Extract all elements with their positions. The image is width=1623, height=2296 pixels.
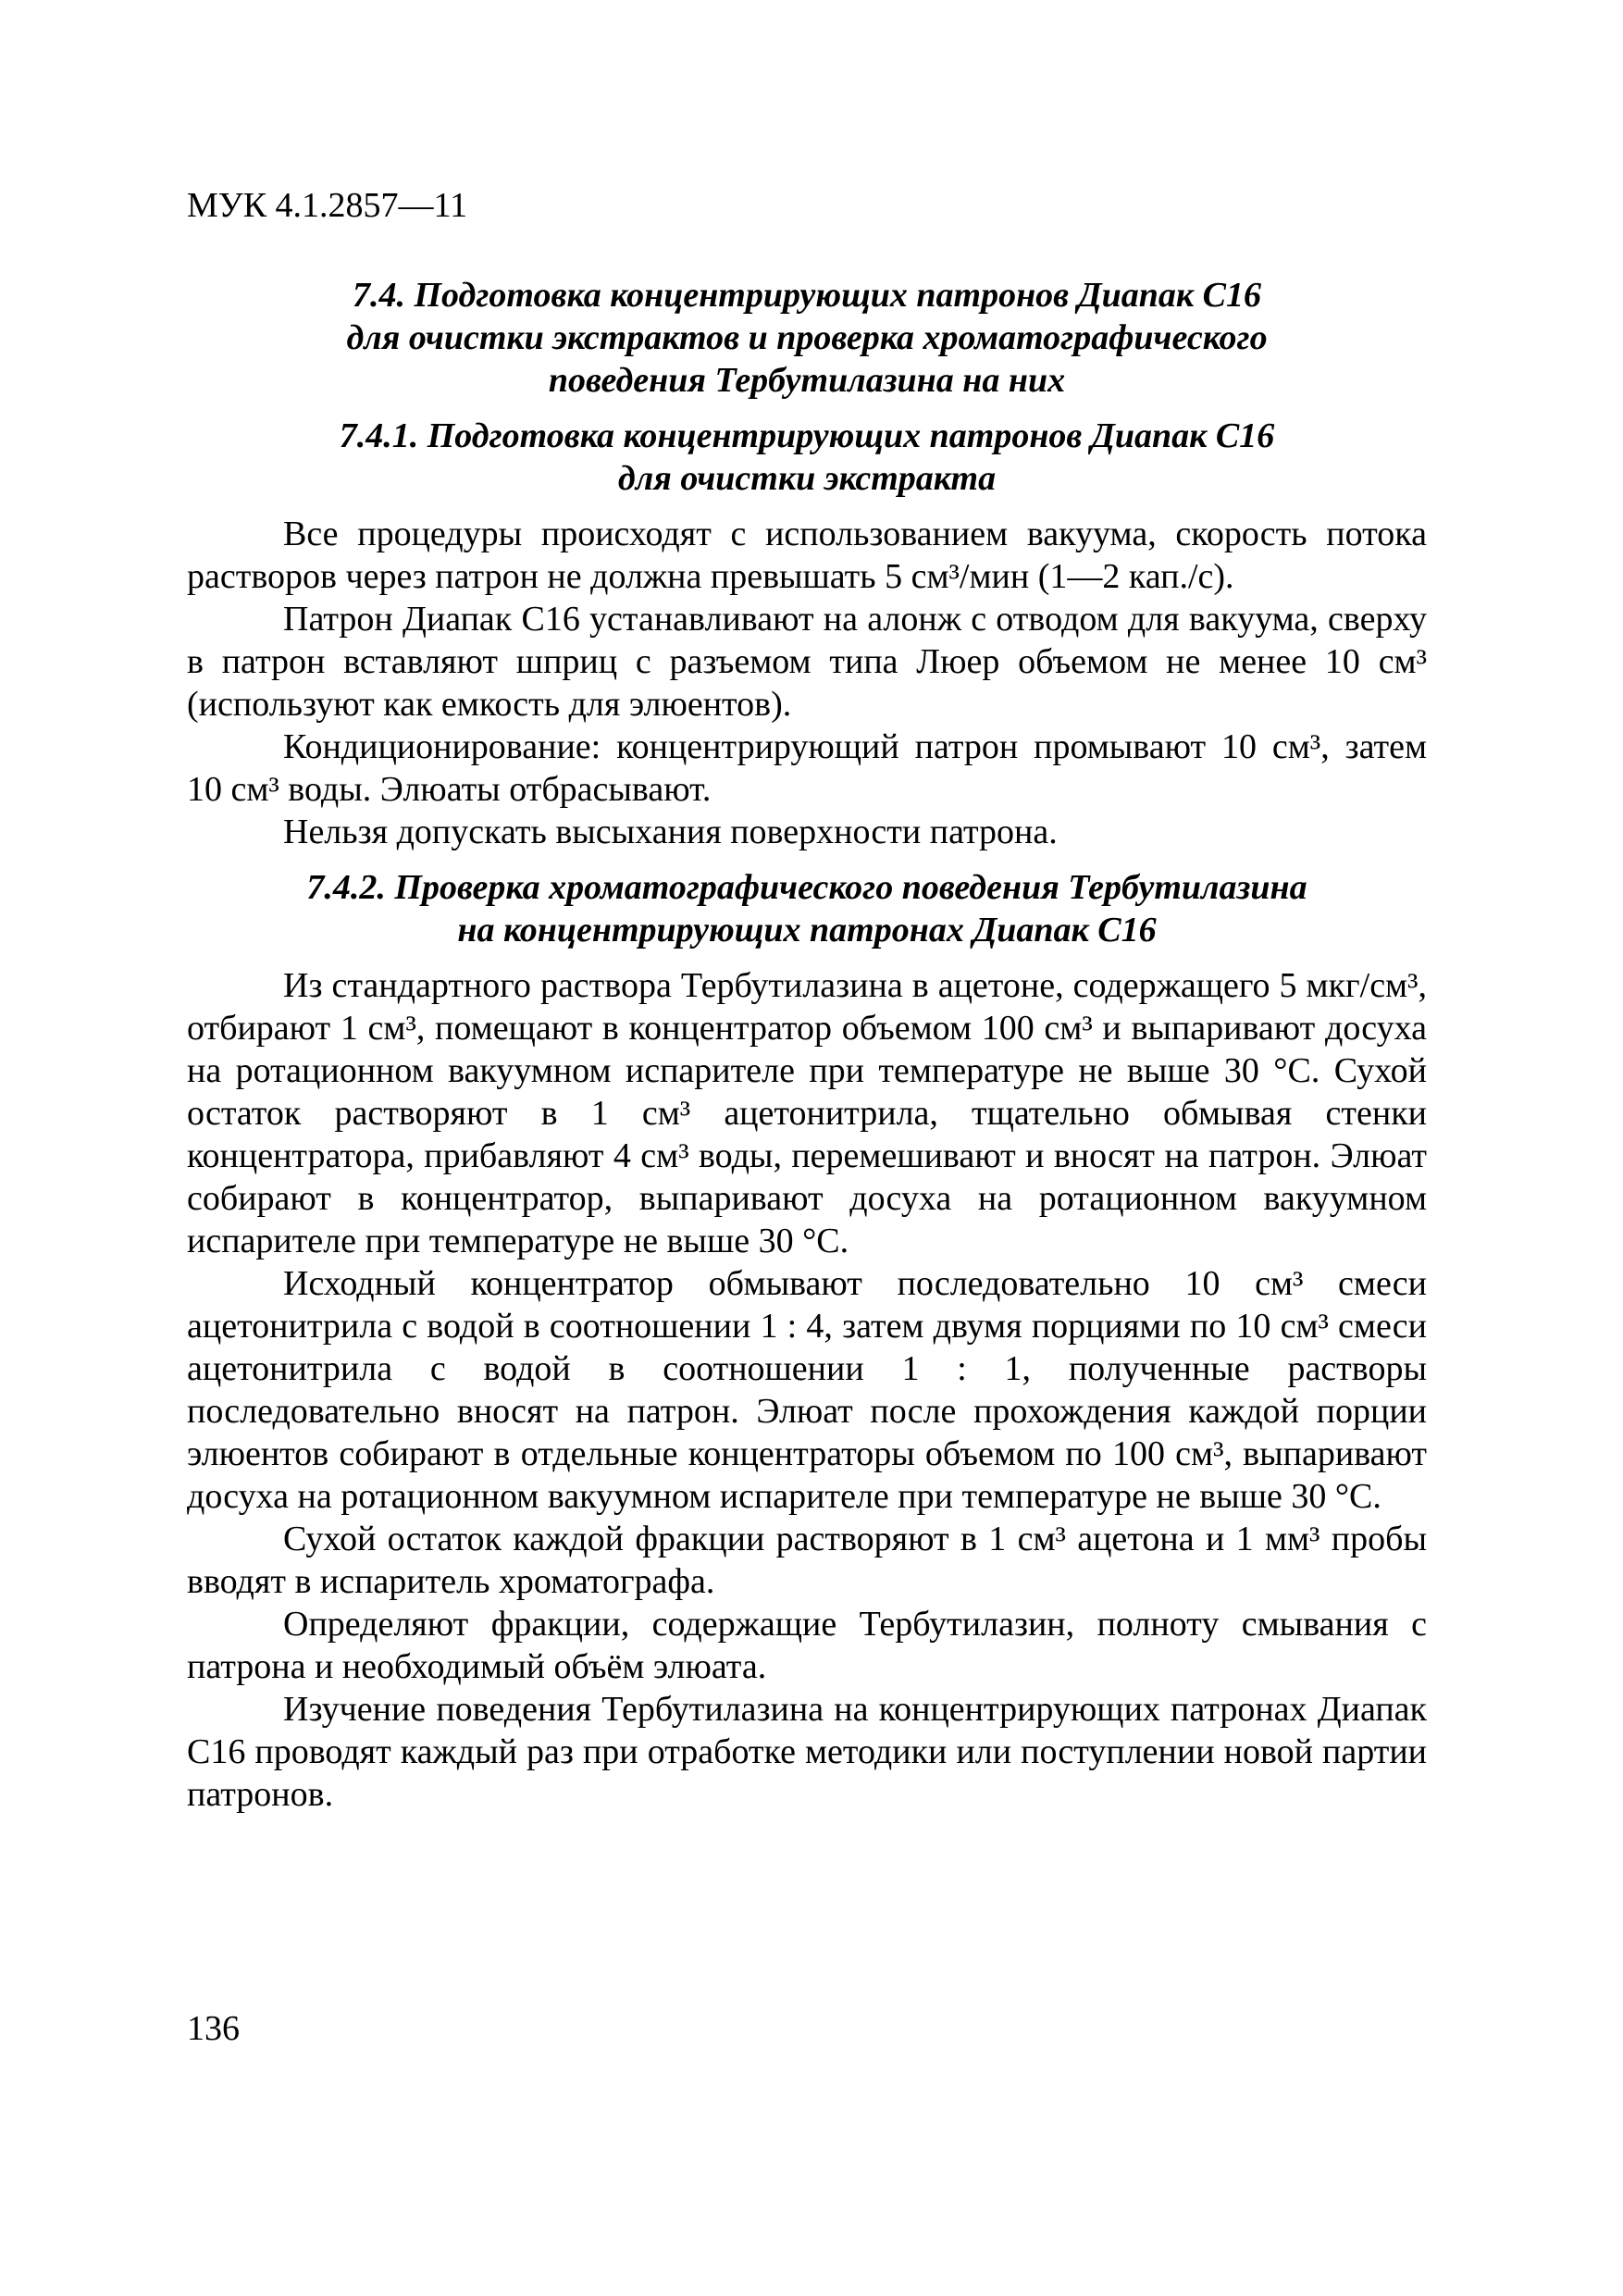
subsection-1-title [187, 415, 1427, 500]
paragraph: Определяют фракции, содержащие Тербутилазин, полноту смывания с патрона и необходимый объём элюата. [187, 1605, 1427, 1686]
page-content [187, 274, 1427, 1816]
paragraph: Сухой остаток каждой фракции растворяют в 1 см³ ацетона и 1 мм³ пробы вводят в испаритель хроматографа. [187, 1520, 1427, 1601]
paragraph: Кондиционирование: концентрирующий патрон промывают 10 см³, затем 10 см³ воды. Элюаты отбрасывают. [187, 727, 1427, 809]
paragraph: Все процедуры происходят с использованием вакуума, скорость потока растворов через патрон не должна превышать 5 см³/мин (1—2 кап./с). [187, 515, 1427, 596]
document-code: МУК 4.1.2857—11 [187, 186, 468, 225]
section-title-line: для очистки экстрактов и проверка хроматографического [346, 318, 1268, 357]
paragraph: Патрон Диапак С16 устанавливают на алонж с отводом для вакуума, сверху в патрон вставляют шприц с разъемом типа Люер объемом не менее 10 см³ (используют как емкость для элюентов). [187, 600, 1427, 724]
page-number: 136 [187, 2009, 240, 2048]
subsection-title-line: для очистки экстракта [617, 459, 997, 498]
subsection-title-line: 7.4.1. Подготовка концентрирующих патронов Диапак С16 [339, 416, 1275, 455]
paragraph: Из стандартного раствора Тербутилазина в ацетоне, содержащего 5 мкг/см³, отбирают 1 см³, помещают в концентратор объемом 100 см³ и выпаривают досуха на ротационном вакуумном испарителе при температуре не выше 30 °С. Сухой остаток растворяют в 1 см³ ацетонитрила, тщательно обмывая стенки концентратора, прибавляют 4 см³ воды, перемешивают и вносят на патрон. Элюат собирают в концентратор, выпаривают досуха на ротационном вакуумном испарителе при температуре не выше 30 °С. [187, 966, 1427, 1260]
subsection-title-line: на концентрирующих патронах Диапак С16 [457, 911, 1157, 949]
paragraph: Нельзя допускать высыхания поверхности патрона. [283, 813, 1058, 851]
paragraph: Изучение поведения Тербутилазина на концентрирующих патронах Диапак С16 проводят каждый раз при отработке методики или поступлении новой партии патронов. [187, 1690, 1427, 1814]
section-title [187, 274, 1427, 402]
subsection-title-line: 7.4.2. Проверка хроматографического поведения Тербутилазина [306, 868, 1307, 907]
subsection-2-title [187, 866, 1427, 951]
section-title-line: 7.4. Подготовка концентрирующих патронов Диапак С16 [353, 276, 1261, 315]
section-title-line: поведения Тербутилазина на них [548, 361, 1066, 400]
paragraph: Исходный концентратор обмывают последовательно 10 см³ смеси ацетонитрила с водой в соотношении 1 : 4, затем двумя порциями по 10 см³ смеси ацетонитрила с водой в соотношении 1 : 1, полученные растворы последовательно вносят на патрон. Элюат после прохождения каждой порции элюентов собирают в отдельные концентраторы объемом по 100 см³, выпаривают досуха на ротационном вакуумном испарителе при температуре не выше 30 °С. [187, 1264, 1427, 1516]
